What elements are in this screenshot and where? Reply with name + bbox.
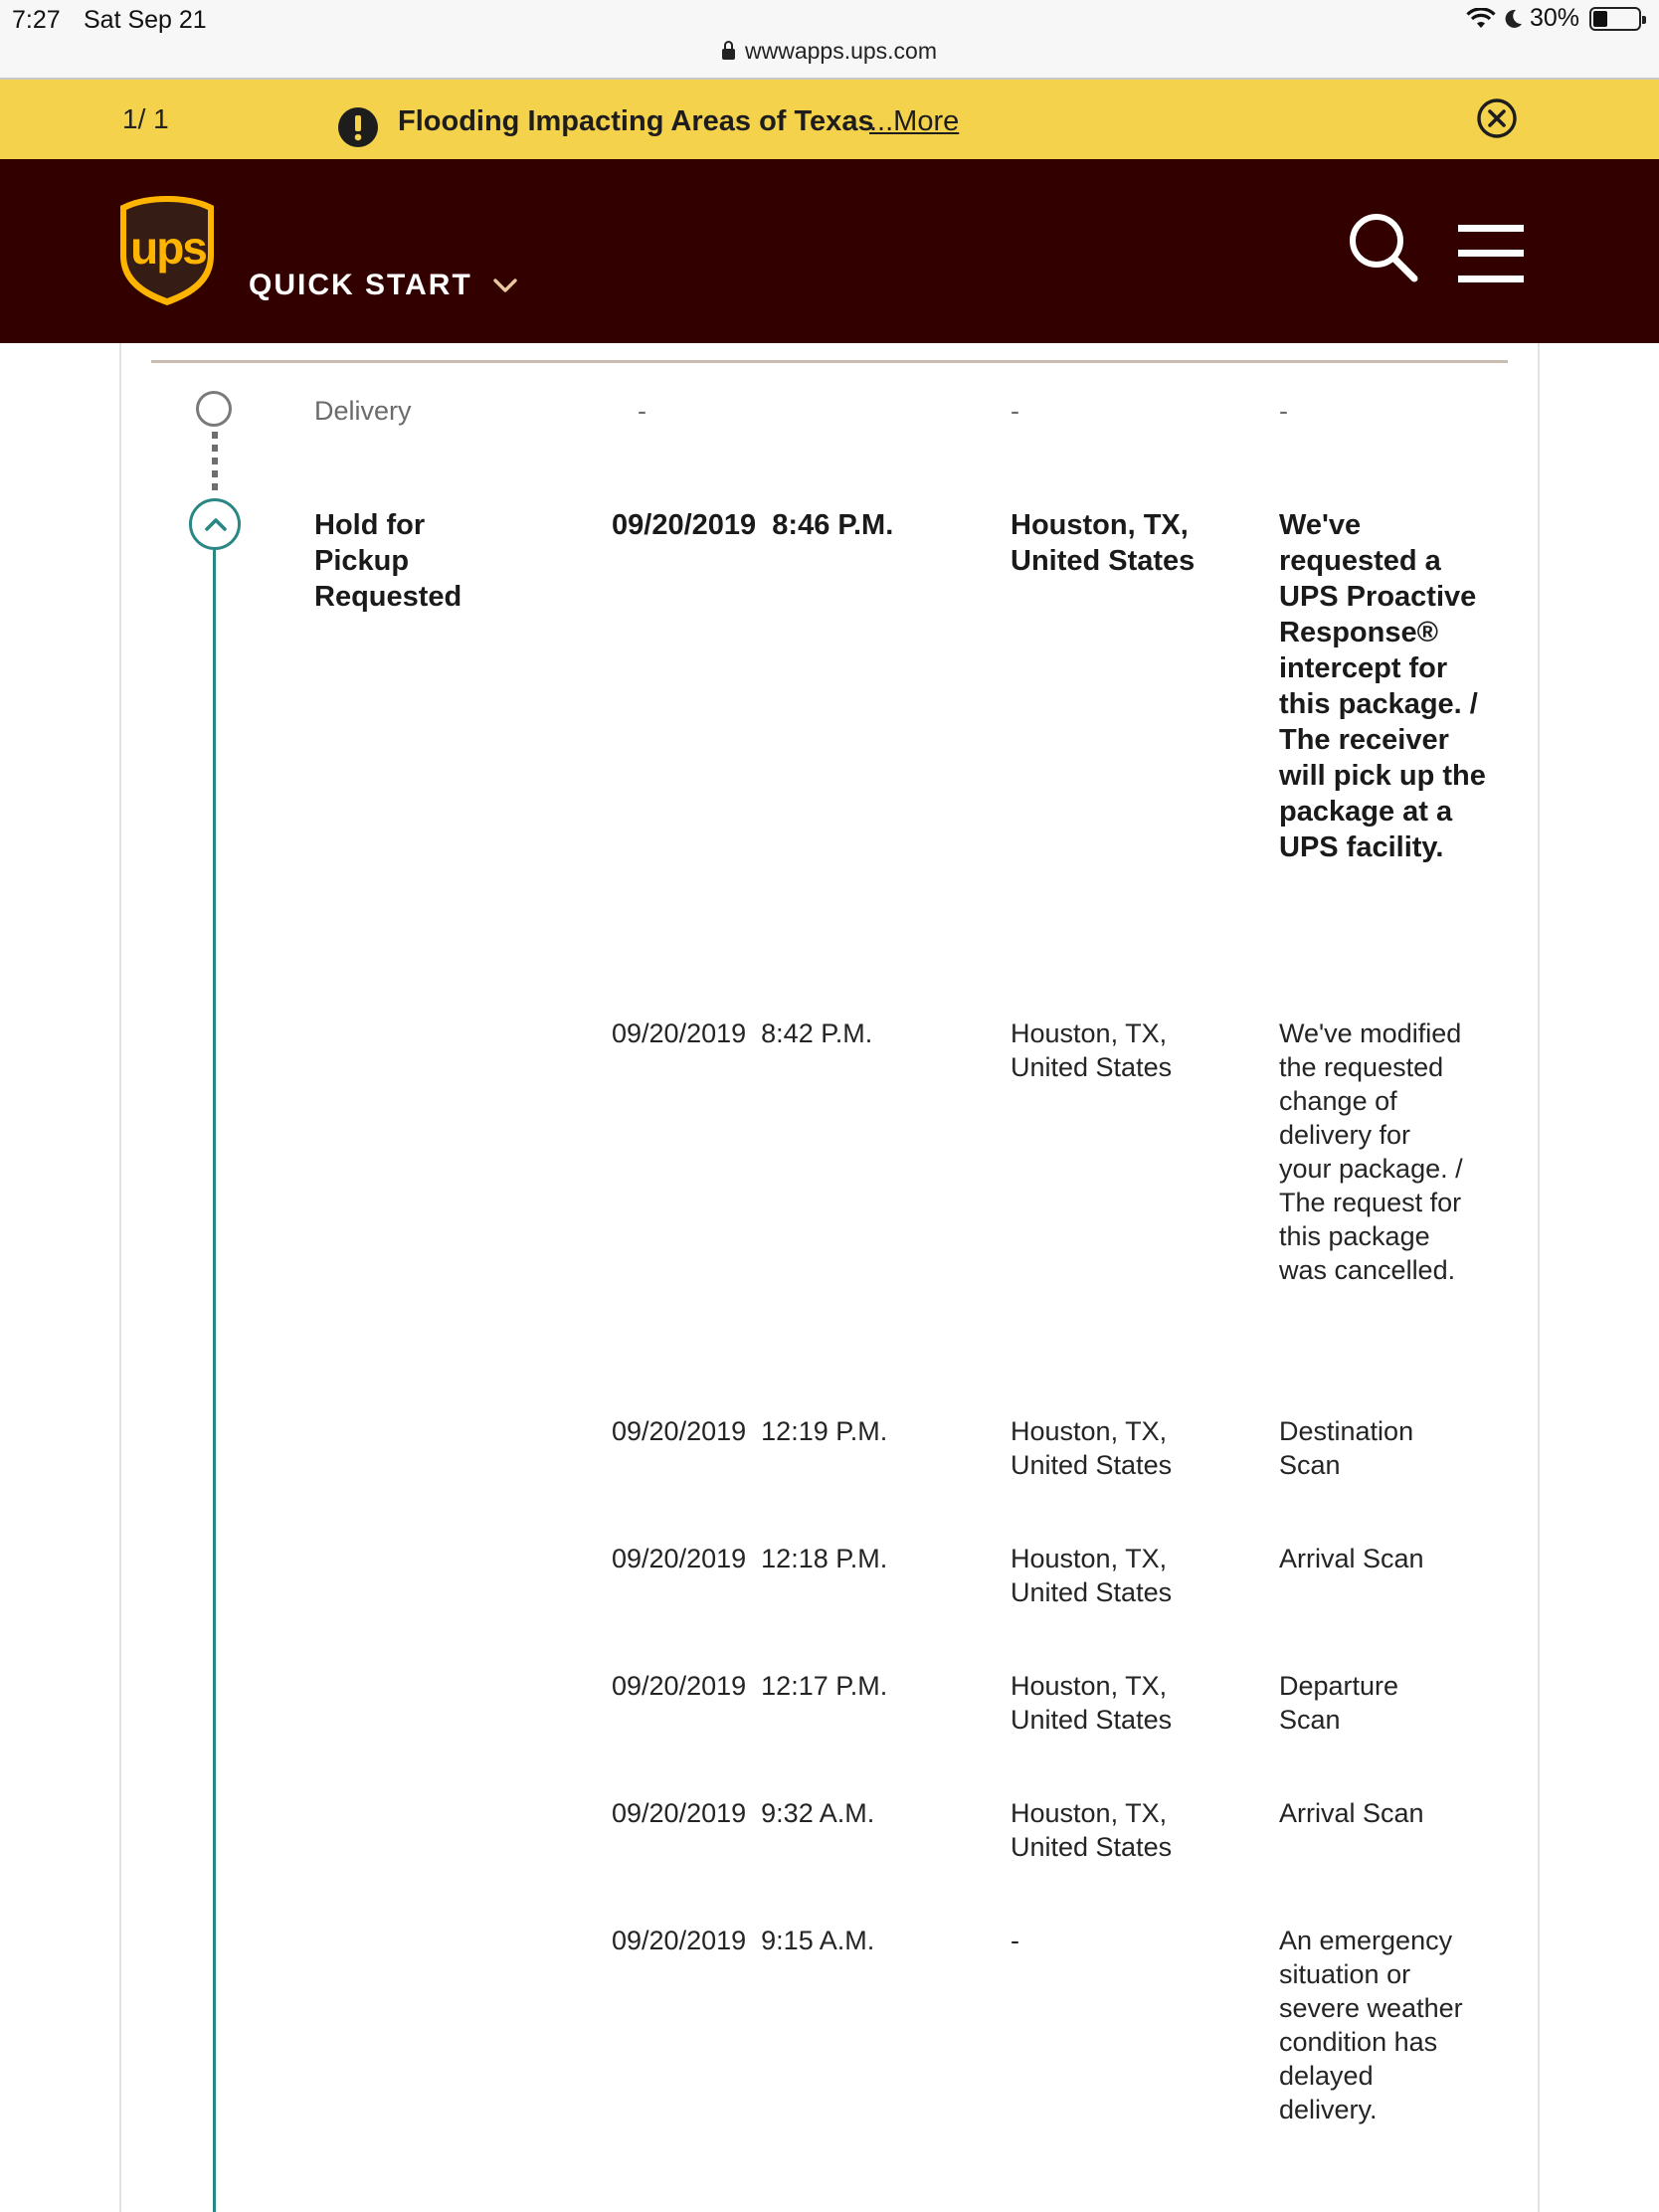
quick-start-menu[interactable] (249, 269, 518, 302)
event-location: Houston, TX, United States (1011, 1018, 1173, 1082)
current-time: 8:46 P.M. (772, 509, 894, 541)
battery-percent: 30% (1529, 4, 1579, 32)
moon-icon (1502, 8, 1524, 30)
event-location: Houston, TX, United States (1011, 1416, 1173, 1480)
status-bar (0, 0, 1659, 80)
event-datetime (612, 1542, 970, 1575)
event-activity: Destination Scan (1279, 1416, 1414, 1480)
event-time: 12:18 P.M. (761, 1544, 888, 1573)
event-activity: Departure Scan (1279, 1671, 1399, 1735)
upcoming-activity: - (1279, 396, 1288, 426)
chevron-down-icon (492, 277, 518, 293)
event-date: 09/20/2019 (612, 1671, 747, 1701)
event-location: - (1011, 1926, 1019, 1955)
ups-logo[interactable] (117, 194, 217, 307)
current-status: Hold for Pickup Requested (314, 509, 462, 613)
close-icon[interactable] (1476, 97, 1518, 139)
wifi-icon (1466, 8, 1496, 30)
upcoming-location: - (1011, 396, 1019, 426)
event-activity: We've modified the requested change of delivery for your package. / The request for this package was cancelled. (1279, 1018, 1463, 1285)
event-time: 9:32 A.M. (761, 1798, 875, 1828)
event-location: Houston, TX, United States (1011, 1671, 1173, 1735)
event-time: 12:19 P.M. (761, 1416, 888, 1446)
url-text: wwwapps.ups.com (744, 38, 938, 64)
event-activity: Arrival Scan (1279, 1798, 1424, 1828)
alert-count: 1/ 1 (122, 103, 169, 134)
event-activity: Arrival Scan (1279, 1544, 1424, 1573)
event-date: 09/20/2019 (612, 1018, 747, 1048)
address-bar[interactable] (0, 38, 1659, 65)
logo-text: ups (130, 222, 206, 274)
alert-text: Flooding Impacting Areas of Texas (398, 105, 874, 137)
timeline-toggle[interactable] (189, 498, 241, 550)
quick-start-label: QUICK START (249, 269, 472, 301)
event-time: 9:15 A.M. (761, 1926, 875, 1955)
event-location: Houston, TX, United States (1011, 1544, 1173, 1607)
battery-icon (1589, 7, 1641, 31)
event-date: 09/20/2019 (612, 1544, 747, 1573)
upcoming-status: Delivery (314, 396, 412, 426)
event-location: Houston, TX, United States (1011, 1798, 1173, 1862)
event-datetime (612, 1796, 970, 1830)
timeline-dotted-connector (212, 432, 218, 495)
event-datetime (612, 1924, 970, 1957)
current-datetime (612, 507, 970, 543)
chevron-up-icon (204, 514, 228, 534)
hamburger-menu-icon[interactable] (1458, 223, 1524, 284)
status-date: Sat Sep 21 (84, 6, 207, 34)
event-date: 09/20/2019 (612, 1416, 747, 1446)
section-divider (151, 360, 1508, 363)
event-date: 09/20/2019 (612, 1798, 747, 1828)
timeline-line (213, 550, 216, 2212)
timeline-marker-pending (196, 391, 232, 427)
lock-icon (722, 49, 735, 60)
event-activity: An emergency situation or severe weather condition has delayed delivery. (1279, 1926, 1463, 2124)
upcoming-datetime: - (638, 396, 646, 426)
exclamation-icon (338, 107, 378, 147)
current-activity: We've requested a UPS Proactive Response® intercept for this package. / The receiver will pick up the package at a UPS facility. (1279, 509, 1486, 863)
event-date: 09/20/2019 (612, 1926, 747, 1955)
event-datetime (612, 1669, 970, 1703)
current-location: Houston, TX, United States (1011, 509, 1196, 577)
event-time: 8:42 P.M. (761, 1018, 873, 1048)
search-icon[interactable] (1347, 211, 1420, 284)
status-time: 7:27 (12, 6, 61, 34)
current-date: 09/20/2019 (612, 509, 757, 541)
event-datetime (612, 1414, 970, 1448)
event-time: 12:17 P.M. (761, 1671, 888, 1701)
status-indicators (1466, 4, 1641, 33)
alert-more-link[interactable]: ...More (869, 105, 960, 137)
event-datetime (612, 1016, 970, 1050)
